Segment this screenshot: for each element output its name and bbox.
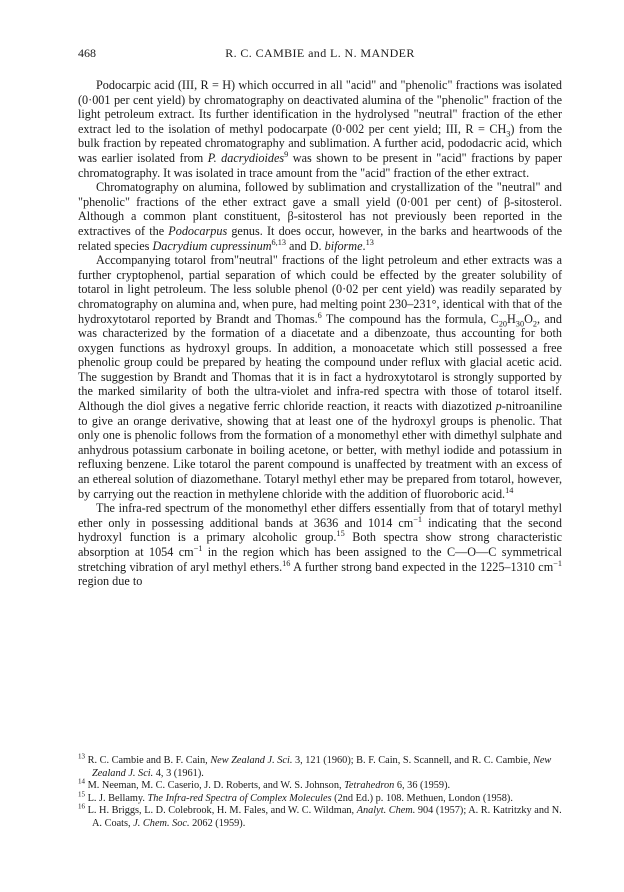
paragraph: Podocarpic acid (III, R = H) which occurred in all "acid" and "phenolic" fractions was isolated (0·001 per cent yield) by chromatography on deactivated alumina of the "phenolic" fraction of the light petroleum extract. Its further identification in the hydrolysed "neutral" fraction of the ether extract led to the isolation of methyl podocarpate (0·002 per cent yield; III, $R = CH_3$) from the bulk fraction by repeated chromatography and sublimation. A further acid, pododacric acid, which was earlier isolated from P. dacrydioides$^9$ was shown to be present in "acid" fractions by paper chromatography. It was isolated in trace amount from the "acid" fraction of the ether extract. (78, 78, 562, 180)
footnote: $^{15}$ L. J. Bellamy. The Infra-red Spectra of Complex Molecules (2nd Ed.) p. 108. Methuen, London (1958). (78, 790, 513, 804)
footnote: $^{14}$ M. Neeman, M. C. Caserio, J. D. Roberts, and W. S. Johnson, Tetrahedron 6, 36 (1959). (78, 777, 451, 792)
paragraph: Accompanying totarol from"neutral" fractions of the light petroleum and ether extracts was a further cryptophenol, partial separation of which could be effected by the greater solubility of totarol in light petroleum. The less soluble phenol (0·02 per cent yield) was readily separated by chromatography on alumina and, when pure, had melting point 230–231°, identical with that of the hydroxytotarol reported by Brandt and Thomas.$^6$ The compound has the formula, $C_{20}H_{30}O_2$, and was characterized by the formation of a diacetate and a dibenzoate, thus accounting for both oxygen functions as hydroxyl groups. In addition, a monoacetate which still possessed a free phenolic group could be prepared by heating the compound under reflux with glacial acetic acid. The suggestion by Brandt and Thomas that it is in fact a hydroxytotarol is strongly supported by the marked similarity of both the ultra-violet and infra-red spectra with those of totarol itself. Although the diol gives a negative ferric chloride reaction, it reacts with diazotized p-nitroaniline to give an orange derivative, showing that at least one of the hydroxyl groups is phenolic. That only one is phenolic follows from the formation of a monomethyl ether with dimethyl sulphate and anhydrous potassium carbonate in boiling acetone, or better, with methyl iodide and potassium in refluxing benzene. Like totarol the parent compound is unaffected by treatment with an excess of an ethereal solution of diazomethane. Totaryl methyl ether may be prepared from totarol, however, by carrying out the reaction in methylene chloride with the addition of fluoroboric acid.$^{14}$ (78, 253, 562, 501)
page-header (78, 46, 562, 62)
paragraph: Chromatography on alumina, followed by sublimation and crystallization of the "neutral" and "phenolic" fractions of the ether extract gave a small yield (0·001 per cent) of β-sitosterol. Although a common plant constituent, β-sitosterol has not previously been reported in the extractives of the Podocarpus genus. It does occur, however, in the barks and heartwoods of the related species Dacrydium cupressinum$^{6,13}$ and D. biforme.$^{13}$ (78, 180, 562, 253)
footnote: $^{16}$ L. H. Briggs, L. D. Colebrook, H. M. Fales, and W. C. Wildman, Analyt. Chem. 904 (1957); A. R. Katritzky and N. A. Coats, J. Chem. Soc. 2062 (1959). (78, 802, 562, 829)
paragraph: The infra-red spectrum of the monomethyl ether differs essentially from that of totaryl methyl ether only in possessing additional bands at 3636 and 1014 $cm^{-1}$ indicating that the second hydroxyl function is a primary alcoholic group.$^{15}$ Both spectra show strong characteristic absorption at 1054 $cm^{-1}$ in the region which has been assigned to the C—O—C symmetrical stretching vibration of aryl methyl ethers.$^{16}$ A further strong band expected in the 1225–1310 $cm^{-1}$ region due to (78, 501, 563, 589)
article-body (78, 78, 562, 589)
running-head: R. C. CAMBIE and L. N. MANDER (225, 46, 415, 60)
footnote: $^{13}$ R. C. Cambie and B. F. Cain, New Zealand J. Sci. 3, 121 (1960); B. F. Cain, S. Scannell, and R. C. Cambie, New Zealand J. Sci. 4, 3 (1961). (78, 752, 552, 779)
footnotes (78, 752, 562, 831)
page-number: 468 (78, 46, 96, 60)
